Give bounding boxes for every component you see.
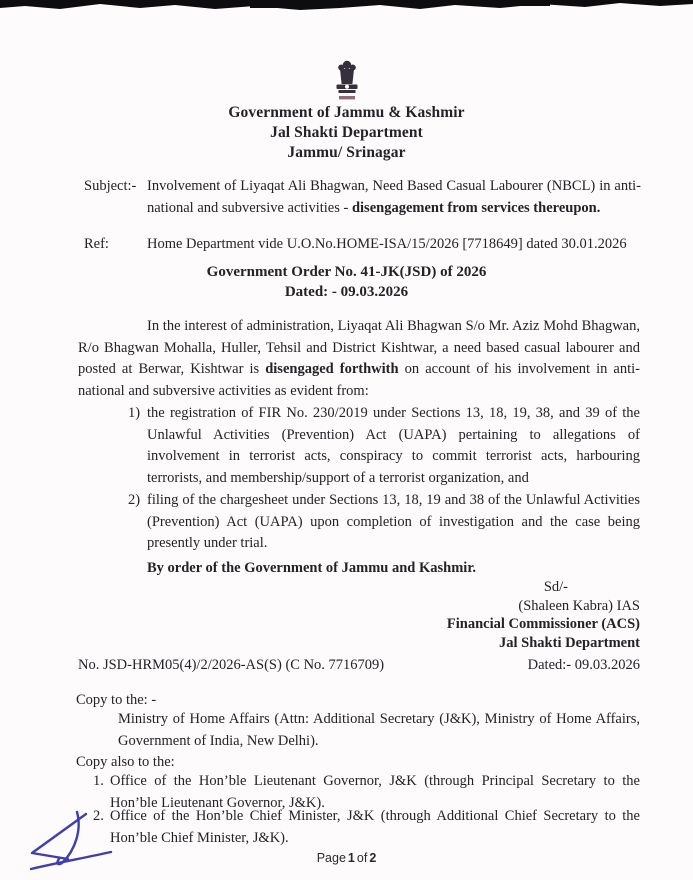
footer-word-page: Page: [316, 851, 346, 865]
subject-label: Subject:-: [84, 178, 137, 194]
copy-also-1-text: Office of the Hon’ble Lieutenant Governor, J&K (through Principal Secretary to the Hon’ble Lieutenant Governor, J&K).: [110, 773, 640, 811]
ground-2-number: 2): [128, 492, 141, 508]
copy-also-heading: Copy also to the:: [76, 754, 175, 770]
signature-sd: Sd/-: [543, 579, 568, 595]
copy-to-heading: Copy to the: -: [76, 692, 157, 708]
page-footer: [0, 851, 693, 865]
copy-also-2-text: Office of the Hon’ble Chief Minister, J&K (through Additional Chief Secretary to the Hon’ble Chief Minister, J&K).: [110, 808, 640, 846]
copy-also-2-number: 2.: [93, 808, 104, 824]
order-heading: [0, 262, 693, 302]
footer-word-of: of: [356, 851, 368, 865]
letterhead-government: Government of Jammu & Kashmir: [228, 104, 465, 121]
scan-edge-artifact: [0, 0, 693, 12]
letterhead: [0, 103, 693, 163]
reference-label: Ref:: [84, 236, 109, 252]
subject-row: [84, 176, 641, 219]
copy-also-1-number: 1.: [93, 773, 104, 789]
copy-also-item-2: [93, 806, 640, 849]
emblem-container: [0, 59, 693, 108]
order-body-paragraph: [78, 316, 640, 402]
signatory-designation: Financial Commissioner (ACS): [446, 616, 640, 632]
subject-text-regular: Involvement of Liyaqat Ali Bhagwan, Need Based Casual Labourer (NBCL) in anti-national and subversive activities -: [147, 178, 641, 216]
body-text-bold: disengaged forthwith: [265, 361, 399, 377]
ground-2-text: filing of the chargesheet under Sections 13, 18, 19 and 38 of the Unlawful Activities (Prevention) Act (UAPA) upon completion of investigation and the case being presently under trial.: [147, 492, 640, 551]
signature-block: [447, 578, 640, 652]
letterhead-location: Jammu/ Srinagar: [287, 144, 406, 161]
national-emblem-icon: [333, 59, 361, 103]
signatory-department: Jal Shakti Department: [499, 634, 640, 651]
reference-text: Home Department vide U.O.No.HOME-ISA/15/2026 [7718649] dated 30.01.2026: [147, 236, 627, 252]
body-text-regular-2: on account of his involvement in anti-national and subversive activities as evident from:: [78, 361, 640, 399]
ground-1-text: the registration of FIR No. 230/2019 under Sections 13, 18, 19, 38, and 39 of the Unlawful Activities (Prevention) Act (UAPA) pertaining to allegations of involvement in terrorist acts, conspiracy to commit terrorist acts, harbouring terrorists, and membership/support of a terrorist organization, and: [147, 405, 640, 486]
ground-item-1: [128, 403, 640, 489]
signatory-name: (Shaleen Kabra) IAS: [518, 597, 640, 614]
footer-current-page: 1: [347, 851, 355, 865]
footer-total-pages: 2: [369, 851, 377, 865]
file-number: No. JSD-HRM05(4)/2/2026-AS(S) (C No. 7716709): [78, 657, 385, 673]
order-number-line: Government Order No. 41-JK(JSD) of 2026: [206, 264, 487, 280]
reference-row: [84, 234, 641, 256]
order-date-line: Dated: - 09.03.2026: [284, 284, 409, 300]
file-number-row: [78, 655, 640, 677]
ground-item-2: [128, 490, 640, 555]
body-text-regular-1: In the interest of administration, Liyaqat Ali Bhagwan S/o Mr. Aziz Mohd Bhagwan, R/o Bhagwan Mohalla, Huller, Tehsil and District Kishtwar, a need based casual labourer and posted at Berwar, Kishtwar is: [78, 318, 640, 377]
copy-to-item: Ministry of Home Affairs (Attn: Additional Secretary (J&K), Ministry of Home Affairs, Government of India, New Delhi).: [118, 711, 640, 749]
letterhead-department: Jal Shakti Department: [270, 124, 423, 141]
by-order-line: By order of the Government of Jammu and Kashmir.: [147, 560, 477, 576]
file-date: Dated:- 09.03.2026: [527, 657, 640, 673]
subject-text-bold: disengagement from services thereupon.: [351, 199, 601, 216]
ground-1-number: 1): [128, 405, 141, 421]
subject-text: [147, 176, 641, 219]
